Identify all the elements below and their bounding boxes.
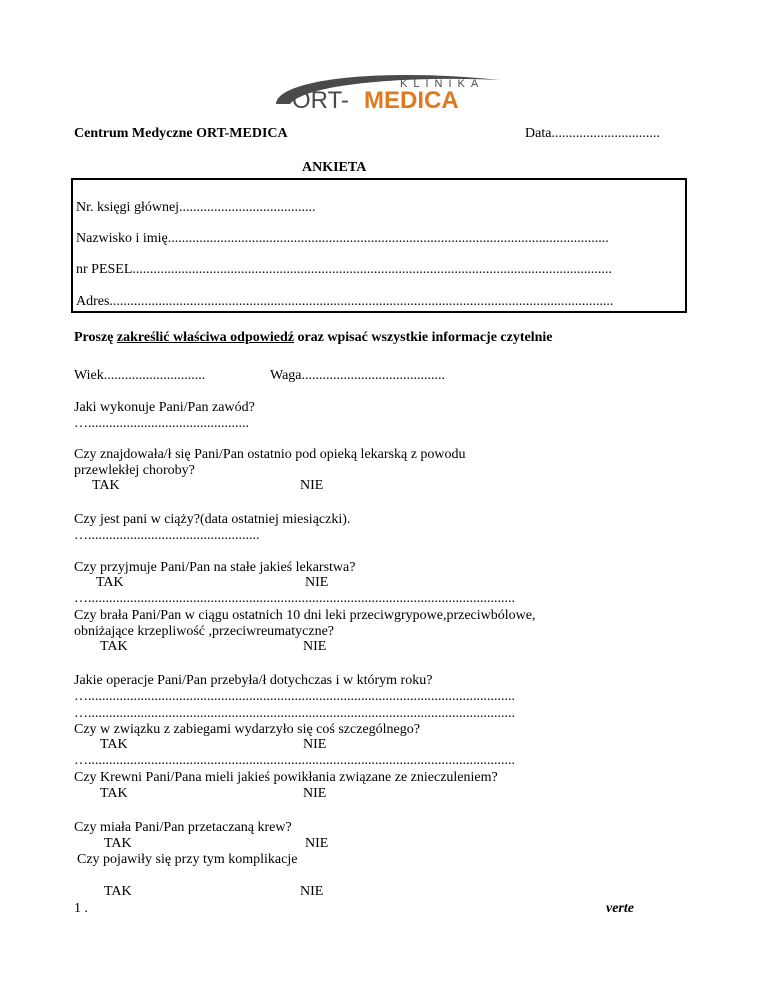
question-occupation: Jaki wykonuje Pani/Pan zawód? — [74, 400, 255, 415]
question-pregnancy: Czy jest pani w ciąży?(data ostatniej miesiączki). — [74, 512, 351, 527]
option-tak[interactable]: TAK — [92, 478, 120, 493]
option-nie[interactable]: NIE — [300, 478, 324, 493]
question-transfusion: Czy miała Pani/Pan przetaczaną krew? — [74, 820, 292, 835]
option-nie[interactable]: NIE — [300, 884, 324, 899]
date-field[interactable]: Data............................... — [525, 126, 660, 141]
question-care-2: przewlekłej choroby? — [74, 463, 195, 478]
verte-note: verte — [606, 901, 634, 916]
svg-text:ORT-: ORT- — [292, 87, 349, 112]
question-10days-1: Czy brała Pani/Pan w ciągu ostatnich 10 dni leki przeciwgrypowe,przeciwbólowe, — [74, 608, 536, 623]
instruction: Proszę zakreślić właściwa odpowiedź oraz wpisać wszystkie informacje czytelnie — [74, 330, 553, 345]
svg-text:KLINIKA: KLINIKA — [400, 78, 485, 90]
option-tak[interactable]: TAK — [104, 836, 132, 851]
svg-text:MEDICA: MEDICA — [364, 87, 459, 112]
question-relatives: Czy Krewni Pani/Pana mieli jakieś powikłania związane ze znieczuleniem? — [74, 770, 498, 785]
question-care-1: Czy znajdowała/ł się Pani/Pan ostatnio pod opieką lekarską z powodu — [74, 447, 466, 462]
question-10days-2: obniżające krzepliwość ,przeciwreumatyczne? — [74, 624, 335, 639]
address-field[interactable]: Adres................................................................................................................................................ — [76, 294, 614, 309]
name-field[interactable]: Nazwisko i imię.............................................................................................................................. — [76, 231, 609, 246]
option-tak[interactable]: TAK — [100, 786, 128, 801]
answer-operations-2[interactable]: ….......................................................................................................................... — [74, 706, 515, 721]
form-title: ANKIETA — [302, 160, 367, 175]
center-name: Centrum Medyczne ORT-MEDICA — [74, 126, 288, 141]
option-nie[interactable]: NIE — [305, 836, 329, 851]
answer-pregnancy[interactable]: …................................................. — [74, 528, 260, 543]
clinic-logo — [268, 70, 508, 112]
option-tak[interactable]: TAK — [96, 575, 124, 590]
option-nie[interactable]: NIE — [303, 786, 327, 801]
page-number: 1 . — [74, 901, 88, 916]
question-procedures: Czy w związku z zabiegami wydarzyło się coś szczególnego? — [74, 722, 420, 737]
ksiega-field[interactable]: Nr. księgi głównej....................................... — [76, 200, 316, 215]
answer-occupation[interactable]: ….............................................. — [74, 416, 249, 431]
weight-field[interactable]: Waga......................................... — [270, 368, 446, 383]
pesel-field[interactable]: nr PESEL......................................................................................................................................... — [76, 262, 612, 277]
age-field[interactable]: Wiek............................. — [74, 368, 206, 383]
question-complications: Czy pojawiły się przy tym komplikacje — [77, 852, 298, 867]
answer-medications[interactable]: ….......................................................................................................................... — [74, 591, 515, 606]
answer-procedures[interactable]: ….......................................................................................................................... — [74, 753, 515, 768]
option-nie[interactable]: NIE — [305, 575, 329, 590]
question-medications: Czy przyjmuje Pani/Pan na stałe jakieś lekarstwa? — [74, 560, 356, 575]
option-tak[interactable]: TAK — [100, 737, 128, 752]
option-tak[interactable]: TAK — [104, 884, 132, 899]
question-operations: Jakie operacje Pani/Pan przebyła/ł dotychczas i w którym roku? — [74, 673, 433, 688]
option-nie[interactable]: NIE — [303, 737, 327, 752]
option-nie[interactable]: NIE — [303, 639, 327, 654]
answer-operations-1[interactable]: ….......................................................................................................................... — [74, 689, 515, 704]
option-tak[interactable]: TAK — [100, 639, 128, 654]
